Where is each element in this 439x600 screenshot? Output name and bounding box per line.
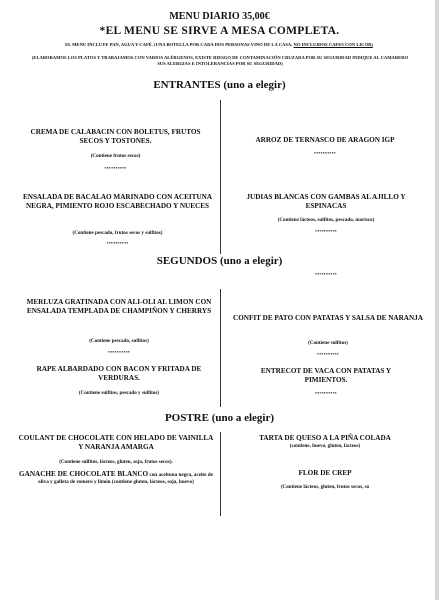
ganache-name: GANACHE DE CHOCOLATE BLANCO	[19, 470, 149, 478]
allergens-flor-crep: (Contiene lácteos, gluten, frutos secos, so	[280, 484, 370, 490]
allergens-rape: (Contiene sulfitos, pescado y sulfitos)	[78, 390, 160, 396]
section-segundos: SEGUNDOS (uno a elegir)	[156, 255, 283, 267]
menu-includes-note	[14, 42, 424, 48]
dish-tarta-queso: TARTA DE QUESO A LA PIÑA COLADA	[259, 434, 391, 442]
menu-excluded-text: NO INCLUIDOS CAFES CON LICOR)	[293, 42, 373, 47]
allergen-warning: (ELABORAMOS LOS PLATOS Y TRABAJAMOS CON VARIOS ALÉRGENOS, EXISTE RIESGO DE CONTAMINACIÓN CRUZADA POR SU SEGURIDAD INDIQUE AL CAMARERO SUS ALERGIAS E INTOLERANCIAS POR SU SEGURIDAD)	[31, 55, 409, 67]
separator: **********	[315, 272, 337, 277]
ganache-description: con aceituna negra, aceite de oliva y galleta de romero y limón (contiene gluten, lácteos, soja, huevo)	[38, 472, 213, 485]
dish-ensalada-bacalao: ENSALADA DE BACALAO MARINADO CON ACEITUNA NEGRA, PIMIENTO ROJO ESCABECHADO Y NUECES	[22, 193, 213, 211]
menu-title: MENU DIARIO 35,00€	[169, 11, 270, 22]
dish-flor-crep: FLOR DE CREP	[298, 469, 352, 477]
dish-judias-blancas: JUDIAS BLANCAS CON GAMBAS AL AJILLO Y ESPINACAS	[246, 193, 406, 211]
dish-crema-calabacin: CREMA DE CALABACIN CON BOLETUS, FRUTOS SECOS Y TOSTONES.	[30, 128, 201, 146]
allergens-crema: (Contiene frutos secos)	[90, 153, 141, 159]
dish-rape-albardado: RAPE ALBARDADO CON BACON Y FRITADA DE VERDURAS.	[36, 365, 202, 383]
separator: **********	[315, 391, 337, 396]
column-divider	[220, 100, 221, 254]
allergens-judias: (Contiene lácteos, sulfitos, pescado, marisco)	[277, 217, 375, 223]
dish-coulant: COULANT DE CHOCOLATE CON HELADO DE VAINILLA Y NARANJA AMARGA	[18, 434, 214, 452]
separator: **********	[315, 229, 337, 234]
dish-ganache	[14, 471, 218, 486]
menu-includes-text: EL MENU INCLUYE PAN, AGUA Y CAFÉ. (UNA BOTELLA POR CADA DOS PERSONAS VINO DE LA CASA.	[65, 42, 293, 47]
allergens-tarta: (contiene, huevo, gluten, lácteos)	[289, 443, 361, 449]
allergens-confit: (Contiene sulfitos)	[308, 340, 348, 346]
column-divider	[220, 289, 221, 407]
allergens-coulant: (Contiene sulfitos, lácteos, gluten, soja, frutos secos).	[59, 459, 173, 465]
allergens-ensalada: (Contiene pescado, frutos secos y sulfitos)	[72, 230, 163, 236]
menu-subtitle: *EL MENU SE SIRVE A MESA COMPLETA.	[99, 25, 340, 37]
section-postre: POSTRE (uno a elegir)	[164, 412, 275, 424]
allergens-merluza: (Contiene pescado, sulfitos)	[89, 338, 149, 344]
dish-confit-pato: CONFIT DE PATO CON PATATAS Y SALSA DE NARANJA	[233, 314, 423, 322]
dish-merluza: MERLUZA GRATINADA CON ALI-OLI AL LIMON CON ENSALADA TEMPLADA DE CHAMPIÑON Y CHERRYS	[26, 298, 212, 316]
separator: **********	[104, 166, 127, 171]
section-entrantes: ENTRANTES (uno a elegir)	[153, 79, 286, 91]
column-divider	[220, 432, 221, 516]
separator: **********	[106, 241, 129, 246]
separator: **********	[317, 352, 339, 357]
separator: **********	[108, 350, 130, 355]
dish-arroz-ternasco: ARROZ DE TERNASCO DE ARAGON IGP	[255, 136, 395, 144]
dish-entrecot: ENTRECOT DE VACA CON PATATAS Y PIMIENTOS.	[260, 367, 392, 385]
separator: **********	[314, 151, 336, 156]
